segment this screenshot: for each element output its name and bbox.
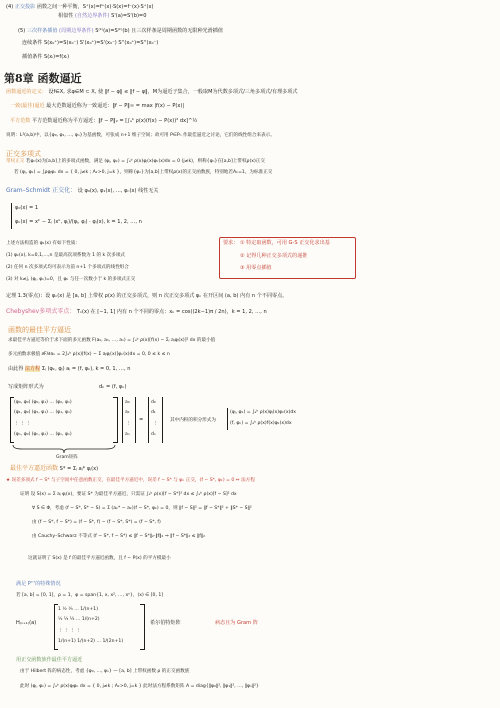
- line-text: S⁽ᵏ⁾(a)=S⁽ᵏ⁾(b) 且三次样条是周期函数的无限种光滑插值: [95, 28, 223, 34]
- vec-d-3: dₙ: [151, 432, 156, 437]
- vec-a-2: ⋮: [126, 421, 131, 426]
- proof-line-4: 由 Cauchy–Schwarz 不等式 (f − S*, f − S*) ≤ ‖f − S*‖₂·‖f‖₂ ⇒ ‖f − S*‖₂ ≤ ‖f‖₂: [32, 534, 206, 539]
- hilbert-setup: 若 [a, b] = [0, 1]，ρ = 1，φ = span{1, x, x², …, xⁿ}，(x) ∈ [0, 1]: [16, 593, 164, 598]
- proof-text: 设 S(x) = Σ aⱼ φⱼ(x)，要证 S* 为最佳平方逼近，只需证 ∫ₐᵇ ρ(x)[f − S*]² dx ≤ ∫ₐᵇ ρ(x)[f − S]² dx: [30, 492, 237, 497]
- chebyshev-label: Chebyshev多项式零点：: [6, 308, 76, 315]
- line-text: S(xᵢ)=f(xᵢ): [44, 54, 70, 60]
- gram-row-1: (φ₀, φ₀) (φ₀, φ₁) … (φ₀, φₙ): [14, 400, 72, 405]
- proof-line-1: [20, 492, 237, 498]
- spline-line-1: [6, 4, 153, 10]
- vec-d-0: d₀: [151, 400, 156, 405]
- gs-label: Gram–Schmidt 正交化：: [6, 187, 77, 194]
- line-label: 连续条件: [22, 40, 43, 46]
- rhs-label: dₖ = (f, φₖ): [99, 384, 127, 390]
- chebyshev-line: [6, 309, 267, 315]
- orthogonality-remark: ★ 误差多项式 f − S* 与子空间中任意函数正交，在最佳平方逼近中，误差 f − S* 与 φₖ 正交，(f − S*, φₖ) = 0 ⇔ 法方程: [6, 478, 255, 483]
- norm-text: 平方范数逼近称为平方逼近：‖f − P‖₂ = [∫ₐᵇ ρ(x)(f(x) − P(x))² dx]^½: [32, 118, 198, 124]
- norm-label: 平方范数: [10, 118, 31, 124]
- item-number: (5): [18, 28, 26, 34]
- chapter-note: 说明：L²(a,b)中，以{φ₀, φ₁, …, φₙ}为基函数，可张成 n+1 维子空间；故可用 P∈Pₙ 作最佳逼近之讨论，它们的线性组合来表示。: [6, 133, 275, 138]
- spline-line-3: [18, 28, 223, 34]
- proof-conclusion: 这就证明了 S(x) 是 f 的最佳平方逼近函数，且 f − P(x) 的平方模最小: [28, 556, 171, 561]
- gs-intro: 设 φ₀(x), φ₁(x), …, φₙ(x) 线性无关: [77, 188, 159, 194]
- gs-property-0: 上述方法构造的 φₖ(x) 有如下性质：: [6, 241, 80, 246]
- ortho-header: 正交多项式: [6, 150, 41, 158]
- ortho-approx-line-1: 由于 Hilbert 阵的病态性，考虑 {φ₀, …, φₙ} — [a, b] 上带权函数 ρ 的正交函数族: [20, 669, 190, 674]
- zero-theorem: 定理 1.3(零点)：设 φₙ(x) 是 [a, b] 上带权 ρ(x) 的正交多项式，则 n 次正交多项式 φₙ 在开区间 (a, b) 内有 n 个不同零点。: [6, 293, 288, 299]
- norm-line-1: [10, 103, 184, 109]
- hilbert-note-ill-conditioned: 病态且为 Gram 阵: [215, 620, 258, 626]
- norm-line-2: [10, 118, 197, 124]
- inner-product-1: (φⱼ, φₖ) = ∫ₐᵇ ρ(x)φⱼ(x)φₖ(x)dx: [230, 410, 296, 415]
- best-function-label: 最佳平方逼近函数: [10, 465, 59, 472]
- gs-property-3: (3) 对 k≠j, (φⱼ, φₖ)=0，且 φₖ 与任一次数小于 k 的多项式正交: [6, 277, 136, 282]
- hilbert-label: 满足 P'''的特殊情况: [16, 581, 61, 587]
- vec-a-1: a₁: [125, 410, 130, 415]
- norm-label: 一致(最佳)逼近: [10, 103, 45, 109]
- weight-text: 若φₙ(x)为[a,b]上的多项式函数，满足 (φⱼ, φₖ) = ∫ₐᵇ ρ(x)φⱼ(x)φₖ(x)dx = 0 (j≠k)，则称{φₙ}在[a,b]上带权ρ(x)正交: [25, 159, 265, 164]
- remark-item-1: ① 特定取函数，可用 G-S 正交化求出基: [240, 240, 330, 246]
- matrix-form-label: 写成矩阵形式为: [8, 384, 44, 390]
- weight-line: [6, 159, 265, 165]
- line-label: 插值条件: [22, 54, 43, 60]
- hilbert-note: 希尔伯特矩阵: [150, 620, 181, 626]
- chapter-title: 第8章 函数逼近: [4, 72, 82, 85]
- remark-item-3: ③ 用零点插值: [240, 265, 272, 271]
- inner-product-label: 其中内积的积分形式为: [170, 418, 216, 423]
- gram-row-2: (φ₁, φ₀) (φ₁, φ₁) … (φ₁, φₙ): [14, 410, 72, 415]
- ortho-approx-label: 用正交函数族作最佳平方逼近: [16, 657, 83, 663]
- normal-eq-text: Σⱼ (φₖ, φⱼ) aⱼ = (f, φₖ), k = 0, 1, …, n: [41, 366, 131, 372]
- spline-line-5: [22, 54, 69, 60]
- ortho-approx-line-2: 此时 (φⱼ, φₖ) = ∫ₐᵇ ρ(x)φⱼφₖ dx = { 0, j≠k ; Aₖ>0, j=k } 此时法方程系数矩阵 A = diag{‖φ₀‖², ‖φ₁‖², …, ‖φₙ‖²}: [20, 684, 259, 689]
- gs-brace: [11, 203, 12, 229]
- spline-line-2: [58, 13, 146, 19]
- line-text: S'(a)=S'(b)=0: [111, 13, 147, 19]
- lsq-definition: 求最佳平方逼近等价于求下面的多元函数 F(a₀, a₁, …, aₙ) = ∫ₐᵇ ρ(x)[f(x) − Σⱼ aⱼφⱼ(x)]² dx 的最小值: [8, 338, 216, 343]
- lsq-header: 函数的最佳平方逼近: [8, 326, 71, 334]
- remark-title: 要求：: [223, 240, 239, 246]
- weight-line-2: 若 (φⱼ, φₖ) = ∫ρφⱼφₖ dx = { 0, j≠k ; Aₖ>0, j=k }，则称{φₙ}为[a,b]上带权ρ(x)的正交函数族，特别地若Aₖ=1，为标准正交: [14, 170, 273, 175]
- best-function-line: [10, 466, 98, 472]
- intro-text: 设f∈X, 求φ∈M ⊂ X, 使 ‖f − φ‖ ≤ ‖f − ψ‖，M为逼近子集合，一般取M为代数多项式/三角多项式/有理多项式: [48, 89, 298, 95]
- vec-a-3: aₙ: [125, 432, 130, 437]
- proof-line-3: 由 (f − S*, f − S*) = (f − S*, f) − (f − S*, S*) = (f − S*, f): [32, 520, 161, 525]
- weight-label: 带权正交: [6, 159, 25, 164]
- gram-underbrace: [12, 444, 117, 454]
- vec-a-0: a₀: [125, 400, 130, 405]
- line-label: 相似性: [58, 13, 74, 19]
- best-function-formula: S* = Σⱼ aⱼ* φⱼ(x): [59, 466, 99, 472]
- item-number: (4): [6, 4, 14, 10]
- hilbert-name: H₍ₙ₊₁₎(a): [16, 620, 37, 626]
- vec-d-2: ⋮: [153, 421, 158, 426]
- hilbert-row-2: ½ ⅓ ¼ … 1/(n+2): [58, 617, 100, 622]
- normal-eq-highlight: 法方程: [24, 366, 41, 372]
- proof-label: 证明: [20, 492, 30, 497]
- inner-product-2: (f, φₖ) = ∫ₐᵇ ρ(x)f(x)φₖ(x)dx: [230, 421, 292, 426]
- line-sublabel: (周期边界条件): [59, 28, 94, 34]
- gs-formula-2: φₖ(x) = xᵏ − Σⱼ (xᵏ, φⱼ)/(φⱼ, φⱼ) · φⱼ(x), k = 1, 2, …, n: [15, 219, 142, 225]
- vec-d-1: d₁: [151, 410, 156, 415]
- gs-formula-1: φ₀(x) = 1: [15, 205, 39, 211]
- hilbert-row-3: ⋮ ⋮ ⋮ ⋮: [58, 628, 81, 633]
- intro-line: [6, 89, 297, 95]
- normal-eq-label: 由此得: [8, 366, 24, 372]
- line-text: 函数之间一种平衡，S⁺(x)=f⁺(x)·S(x)=f⁻(x)·S⁺(x): [36, 4, 154, 10]
- gram-row-4: (φₙ, φ₀) (φₙ, φ₁) … (φₙ, φₙ): [14, 432, 72, 437]
- gs-heading: [6, 188, 158, 194]
- gs-property-1: (1) φₖ(x), k=0,1,…,n 是最高次项系数为 1 的 k 次多项式: [6, 253, 126, 258]
- chebyshev-text: Tₙ(x) 在 [−1, 1] 内有 n 个不同的零点：xₖ = cos((2k−1)π / 2n)，k = 1, 2, …, n: [76, 309, 267, 315]
- line-label: 三次样条插值: [26, 28, 58, 34]
- remark-item-2: ② 记得几种正交多项式的递推: [240, 253, 308, 259]
- line-label: 正交投影: [14, 4, 36, 10]
- gram-row-3: ⋮ ⋮ ⋮: [14, 421, 31, 426]
- lsq-condition: 多元函数求极值 ∂F/∂aₖ = 2∫ₐᵇ ρ(x)[f(x) − Σ aⱼφⱼ(x)]φₖ(x)dx = 0, 0 ≤ k ≤ n: [8, 352, 170, 357]
- gram-label: Gram矩阵: [56, 455, 78, 460]
- line-text: S(x₀⁺)=S(x₀⁻) S'(x₀⁺)=S'(x₀⁻) S''(x₀⁺)=S''(x₀⁻): [44, 40, 159, 46]
- intro-label: 函数逼近的定义：: [6, 89, 47, 95]
- proof-line-2: ∀ S ∈ Φ，考虑 (f − S*, S* − S) = Σ (aₖ* − aₖ)(f − S*, φₖ) = 0，则 ‖f − S‖² = ‖f − S*‖² + ‖S* − S‖²: [32, 506, 252, 511]
- spline-line-4: [22, 40, 158, 46]
- hilbert-row-4: 1/(n+1) 1/(n+2) … 1/(2n+1): [58, 639, 124, 644]
- line-sublabel: (自然边界条件): [74, 13, 110, 19]
- hilbert-row-1: 1 ½ ⅓ … 1/(n+1): [58, 607, 99, 612]
- norm-text: 最大范数逼近称为一致逼近：‖f − P‖∞ = max |f(x) − P(x)|: [46, 103, 185, 109]
- normal-eq-line: [8, 366, 130, 372]
- gs-property-2: (2) 任何 n 次多项式均可表示为前 n+1 个多项式的线性组合: [6, 265, 129, 270]
